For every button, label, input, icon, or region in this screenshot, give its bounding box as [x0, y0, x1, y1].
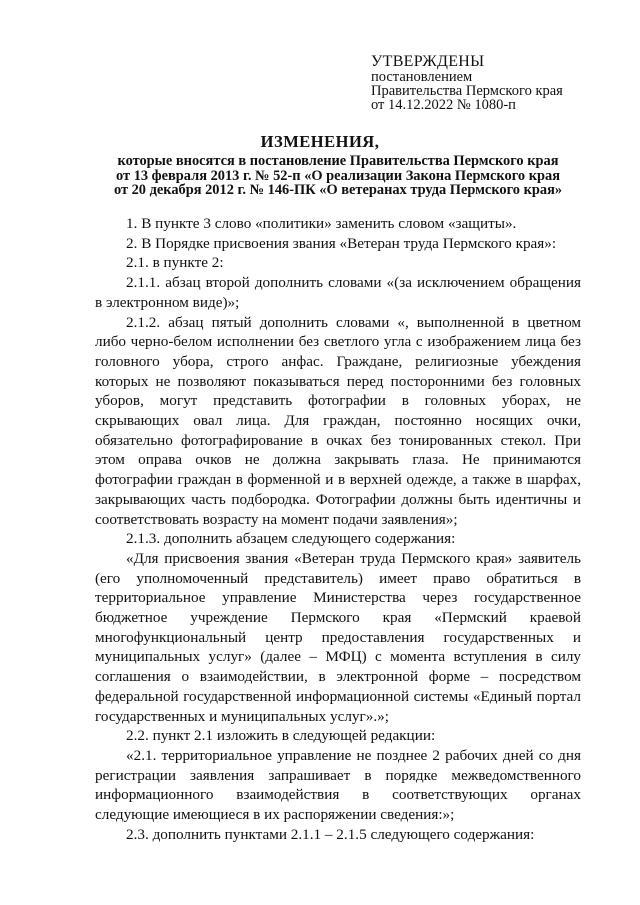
paragraph: 2.1.2. абзац пятый дополнить словами «, выполненной в цветном либо черно-белом исполнении без светлого угла с изображением лица без головного убора, строго анфас. Граждане, религиозные убеждения которых не позволяют показываться перед посторонними без головных уборов, могут представить фотографии в головных уборах, не скрывающих овал лица. Для граждан, постоянно носящих очки, обязательно фотографирование в очках без тонированных стекол. При этом оправа очков не должна закрывать глаза. Не принимаются фотографии граждан в форменной и в верхней одежде, а также в шарфах, закрывающих часть подбородка. Фотографии должны быть идентичны и соответствовать возрасту на момент подачи заявления»;	[95, 313, 581, 528]
document-subtitle	[98, 154, 578, 198]
approval-line: постановлением	[371, 69, 473, 85]
subtitle-line: от 20 декабря 2012 г. № 146-ПК «О ветеранах труда Пермского края»	[113, 182, 563, 198]
paragraph: 2.1.3. дополнить абзацем следующего содержания:	[126, 530, 456, 548]
approval-stamp	[371, 54, 563, 112]
paragraph: 2.3. дополнить пунктами 2.1.1 – 2.1.5 следующего содержания:	[126, 825, 535, 843]
subtitle-line: которые вносятся в постановление Правительства Пермского края	[117, 153, 559, 169]
paragraph: 2.1.1. абзац второй дополнить словами «(за исключением обращения в электронном виде)»;	[95, 274, 581, 311]
document-body	[95, 214, 581, 845]
document-title: ИЗМЕНЕНИЯ,	[260, 132, 380, 151]
paragraph: 2.2. пункт 2.1 изложить в следующей редакции:	[126, 727, 436, 745]
approval-line: от 14.12.2022 № 1080-п	[371, 97, 516, 113]
paragraph: 2. В Порядке присвоения звания «Ветеран труда Пермского края»:	[126, 234, 557, 252]
paragraph: 2.1. в пункте 2:	[126, 254, 224, 272]
approval-heading: УТВЕРЖДЕНЫ	[371, 53, 485, 70]
approval-line: Правительства Пермского края	[371, 83, 563, 99]
paragraph: 1. В пункте 3 слово «политики» заменить словом «защиты».	[126, 215, 517, 232]
subtitle-line: от 13 февраля 2013 г. № 52-п «О реализации Закона Пермского края	[116, 167, 560, 184]
paragraph: «Для присвоения звания «Ветеран труда Пермского края» заявитель (его уполномоченный представитель) имеет право обратиться в территориальное управление Министерства через государственное бюджетное учреждение Пермского края «Пермский краевой многофункциональный центр предоставления государственных и муниципальных услуг» (далее – МФЦ) с момента вступления в силу соглашения о взаимодействии, в электронной форме – посредством федеральной государственной информационной системы «Единый портал государственных и муниципальных услуг».»;	[95, 549, 581, 725]
paragraph: «2.1. территориальное управление не позднее 2 рабочих дней со дня регистрации заявления запрашивает в порядке межведомственного информационного взаимодействия в соответствующих органах следующие имеющиеся в их распоряжении сведения:»;	[95, 746, 581, 824]
